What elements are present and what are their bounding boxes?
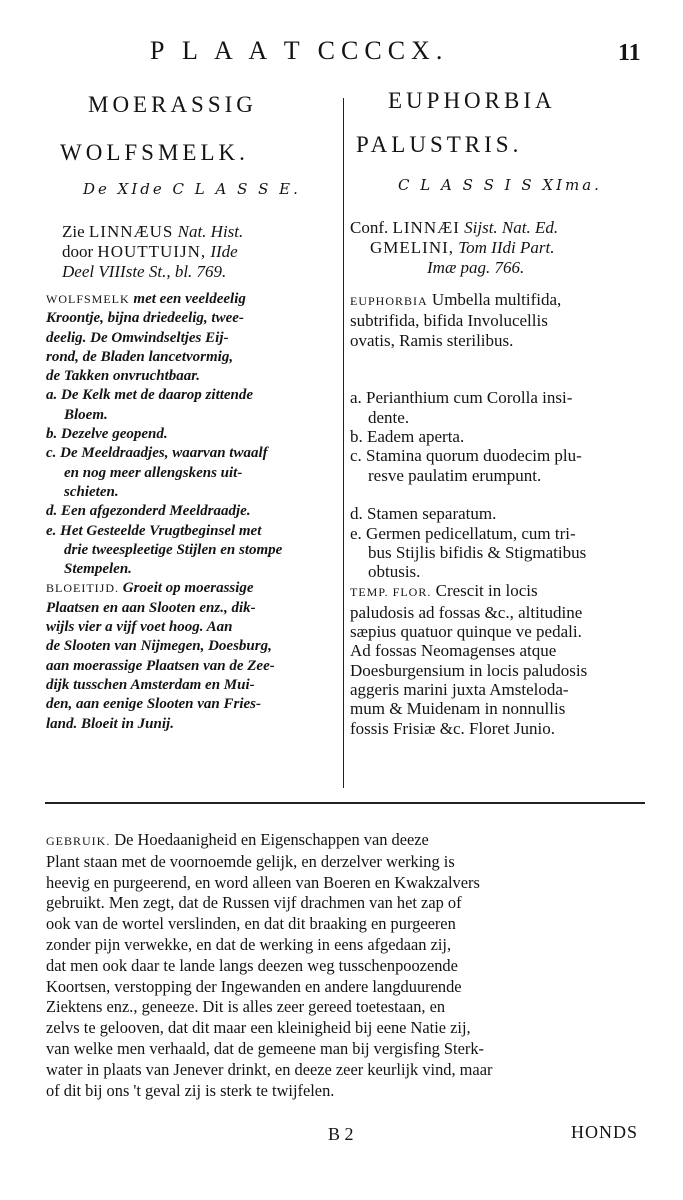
left-desc-lead: WOLFSMELK [46,292,130,306]
right-desc-lead: TEMP. FLOR. [350,585,432,600]
left-desc-line: a. De Kelk met de daarop zittende [46,387,254,404]
left-desc-line: de Slooten van Nijmegen, Doesburg, [46,638,272,655]
right-description [350,290,650,738]
left-desc-line: dijk tusschen Amsterdam en Mui- [46,676,255,693]
left-desc-line: drie tweespleetige Stijlen en stompe [64,541,283,558]
right-title-line2: PALUSTRIS. [356,132,523,157]
section-divider [45,802,645,804]
left-desc-line: den, aan eenige Slooten van Fries- [46,696,262,713]
right-desc-line: sæpius quatuor quinque ve pedali. [350,622,582,642]
right-desc-rest: Crescit in locis [431,581,538,601]
right-desc-line: c. Stamina quorum duodecim plu- [350,446,582,466]
left-desc-line: c. De Meeldraadjes, waarvan twaalf [46,445,268,462]
right-ref-line1 [350,218,558,237]
left-ref-line1 [62,222,243,241]
gebruik-line: van welke men verhaald, dat de gemeene man bij vergisfing Sterk- [46,1038,484,1058]
left-ref-door: door [62,242,94,261]
right-desc-line: paludosis ad fossas &c., altitudine [350,602,583,622]
right-desc-line: Doesburgensium in locis paludosis [350,660,588,680]
gebruik-line: Ziektens enz., geneeze. Dit is alles zeer gereed toetestaan, en [46,997,446,1017]
left-desc-line: b. Dezelve geopend. [46,426,168,443]
left-desc-line: Bloem. [64,406,108,423]
left-desc-rest: met een veeldeelig [129,291,246,307]
right-ref-gmelini: GMELINI, [370,238,455,257]
gebruik-paragraph [46,830,651,1101]
left-desc-line: e. Het Gesteelde Vrugtbeginsel met [46,522,262,539]
right-desc-line: obtusis. [368,562,421,582]
page-number: 11 [618,40,641,66]
right-desc-lead: EUPHORBIA [350,294,428,308]
right-desc-line: aggeris marini juxta Amsteloda- [350,679,569,699]
right-ref-line3: Imæ pag. 766. [427,258,525,277]
right-ref-line2 [370,238,554,257]
left-desc-line [46,290,338,309]
right-title-line1: EUPHORBIA [388,88,556,113]
gebruik-line: of dit bij ons 't geval zij is sterk te twijfelen. [46,1080,335,1100]
right-desc-rest: Umbella multifida, [427,290,562,309]
gebruik-line: zelvs te gelooven, dat dit maar een kleinigheid bij eene Natie zij, [46,1018,471,1038]
right-desc-line: mum & Muidenam in nonnullis [350,699,566,719]
right-desc-line: b. Eadem aperta. [350,427,465,447]
right-desc-line: d. Stamen separatum. [350,504,497,524]
gebruik-lead: GEBRUIK. [46,834,115,848]
right-desc-line [350,290,650,311]
left-desc-line: en nog meer allengskens uit- [64,464,243,481]
left-desc-rest: Groeit op moerassige [119,580,254,597]
left-desc-line [46,579,338,598]
left-desc-line: Stempelen. [64,561,132,578]
left-desc-line: schieten. [64,483,119,500]
plate-heading: P L A A T CCCCX. [150,36,449,65]
right-ref-conf: Conf. [350,218,389,237]
gebruik-line: ook van de wortel verslinden, en dat dit braaking en purgeeren [46,914,456,934]
right-desc-line: dente. [368,407,410,427]
right-ref-linnaei: LINNÆI [392,218,460,237]
gebruik-first-text: De Hoedaanigheid en Eigenschappen van deeze [114,830,429,849]
right-desc-line [350,369,650,388]
signature-mark: B 2 [328,1124,354,1144]
left-desc-line: deelig. De Omwindseltjes Eij- [46,329,229,346]
left-desc-line: de Takken onvruchtbaar. [46,368,201,385]
right-desc-line [350,581,650,602]
left-desc-line: rond, de Bladen lancetvormig, [46,348,234,365]
right-desc-line: fossis Frisiæ &c. Floret Junio. [350,718,555,738]
left-ref-linnaeus: LINNÆUS [88,222,174,241]
left-ref-nathist: Nat. Hist. [177,222,244,241]
right-ref-tom: Tom IIdi Part. [458,238,555,257]
gebruik-line: water in plaats van Jenever drinkt, en deeze zeer keurlijk vind, maar [46,1059,493,1079]
gebruik-line: heevig en purgeerend, en word alleen van Boeren en Kwakzalvers [46,872,480,892]
left-desc-line: Plaatsen en aan Slooten enz., dik- [46,599,256,616]
left-description [46,290,338,734]
left-ref-line2 [62,242,238,261]
left-desc-line: land. Bloeit in Junij. [46,715,174,732]
right-desc-line: subtrifida, bifida Involucellis [350,311,548,331]
gebruik-line: gebruikt. Men zegt, dat de Russen vijf drachmen van het zap of [46,893,462,913]
left-ref-houttuijn: HOUTTUIJN, [97,242,207,261]
right-desc-line: a. Perianthium cum Corolla insi- [350,388,573,408]
left-desc-line: d. Een afgezonderd Meeldraadje. [46,503,251,520]
gebruik-line: Plant staan met de voornoemde gelijk, en derzelver werking is [46,851,455,871]
right-desc-line: ovatis, Ramis sterilibus. [350,330,514,350]
column-divider [343,98,344,788]
left-classe: De XIde C L A S S E. [83,180,301,198]
left-ref-line3: Deel VIIIste St., bl. 769. [62,262,227,281]
right-desc-line: resve paulatim erumpunt. [368,465,542,485]
right-desc-line: Ad fossas Neomagenses atque [350,641,557,661]
left-ref-zie: Zie [62,222,85,241]
gebruik-line: dat men ook daar te lande langs deezen weg tusschenpoozende [46,955,458,975]
left-title-line1: MOERASSIG [88,92,257,117]
right-desc-line: bus Stijlis bifidis & Stigmatibus [368,542,587,562]
right-ref-sijst: Sijst. Nat. Ed. [464,218,559,237]
catchword: HONDS [571,1122,639,1142]
right-classis: C L A S S I S XIma. [398,176,602,194]
left-ref-iide: IIde [210,242,238,261]
left-title-line2: WOLFSMELK. [60,140,249,165]
left-desc-line: wijls vier a vijf voet hoog. Aan [46,619,233,636]
left-desc-lead: BLOEITIJD. [46,581,119,596]
right-desc-line: e. Germen pedicellatum, cum tri- [350,523,576,543]
left-desc-line: Kroontje, bijna driedeelig, twee- [46,310,244,327]
right-desc-line [350,350,650,369]
right-desc-line [350,485,650,504]
left-desc-line: aan moerassige Plaatsen van de Zee- [46,657,275,674]
gebruik-line: zonder pijn verwekke, en dat de werking in eens afgedaan zij, [46,934,452,954]
gebruik-line [46,830,651,852]
gebruik-line: Koortsen, verstopping der Ingewanden en andere langduurende [46,976,462,996]
